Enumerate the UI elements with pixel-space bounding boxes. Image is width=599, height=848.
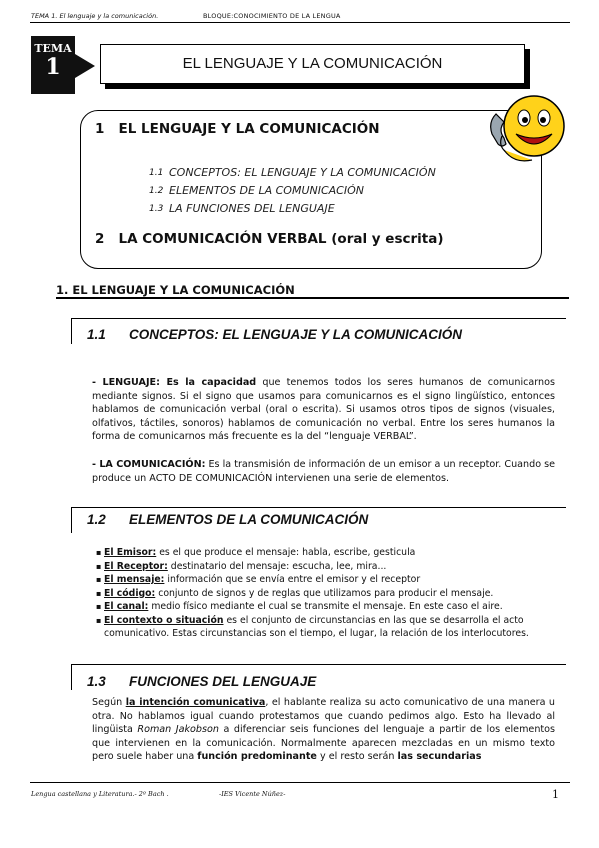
lenguaje-text: que tenemos todos los seres humanos de comunicarnos mediante signos. Si el signo que usamos para comunicarnos es el signo lingüístico, entonces hablamos de comunicación verbal (oral o escrita). Si usamos otros tipos de signos (visuales, olfativos, táctiles, sonoros) hablamos de comunicación no verbal. Entre los seres humanos la forma de comunicarnos más frecuente es la del “lenguaje VERBAL”. (92, 377, 555, 442)
page-title: EL LENGUAJE Y LA COMUNICACIÓN (100, 44, 525, 84)
list-item (96, 600, 556, 614)
funciones-text-b: , el hablante realiza su acto comunicativo de una manera u otra. No hablamos igual cuando protestamos que cuando pedimos algo. Esto ha llevado al lingüista (92, 697, 556, 735)
list-item (96, 587, 556, 601)
comunicacion-lead: - LA COMUNICACIÓN: (92, 459, 206, 470)
paragraph-funciones (92, 696, 555, 764)
paragraph-comunicacion (92, 458, 555, 485)
index-sub-1-number: 1.1 (149, 168, 164, 178)
section-heading-1: 1. EL LENGUAJE Y LA COMUNICACIÓN (56, 283, 295, 297)
running-header-center: BLOQUE:CONOCIMIENTO DE LA LENGUA (203, 12, 341, 20)
footer-left: Lengua castellana y Literatura.- 2º Bach . (31, 790, 169, 798)
index-sub-2-number: 1.2 (149, 186, 164, 196)
subsection-1-3-number: 1.3 (87, 674, 106, 689)
list-item-term: El Emisor: (104, 547, 157, 558)
tema-badge (31, 36, 75, 94)
index-sub-2: ELEMENTOS DE LA COMUNICACIÓN (169, 184, 364, 197)
index-h2 (95, 231, 444, 247)
funciones-text-d: y el resto serán (316, 751, 398, 762)
page-number: 1 (552, 788, 559, 801)
list-item-term: El mensaje: (104, 574, 165, 585)
funciones-author: Roman Jakobson (137, 724, 219, 735)
footer-center: -IES Vicente Núñez- (219, 790, 286, 798)
index-sub-3-number: 1.3 (149, 204, 164, 214)
funciones-text-c: a diferenciar seis funciones del lenguaje a partir de los elementos que intervienen en la comunicación. Normalmente aparecen mezcladas en un mismo texto pero suele haber una (92, 724, 556, 762)
list-item (96, 573, 556, 587)
elements-list (96, 546, 556, 641)
running-header-left: TEMA 1. El lenguaje y la comunicación. (31, 12, 159, 20)
funciones-text-a: Según (92, 697, 126, 708)
index-h1-number: 1 (95, 121, 105, 137)
tema-number: 1 (45, 54, 61, 80)
list-item-term: El canal: (104, 601, 149, 612)
section-rule (56, 297, 569, 299)
index-h2-suffix: (oral y escrita) (331, 231, 444, 247)
index-h2-number: 2 (95, 231, 105, 247)
index-sub-3: LA FUNCIONES DEL LENGUAJE (169, 202, 335, 215)
subsection-1-3-title: FUNCIONES DEL LENGUAJE (129, 674, 317, 689)
subsection-1-2-number: 1.2 (87, 512, 106, 527)
footer-rule (30, 782, 570, 783)
index-h1 (95, 121, 380, 137)
arrow-right-icon (75, 54, 95, 78)
tema-label: TEMA (34, 42, 72, 55)
funciones-bold-1: función predominante (197, 751, 317, 762)
list-item-text: conjunto de signos y de reglas que utilizamos para producir el mensaje. (155, 587, 494, 599)
funciones-term: la intención comunicativa (125, 697, 266, 708)
list-item-term: El Receptor: (104, 560, 168, 572)
subsection-1-2-title: ELEMENTOS DE LA COMUNICACIÓN (129, 512, 369, 527)
smiley-phone-icon (484, 84, 574, 174)
funciones-bold-2: las secundarias (397, 751, 482, 762)
index-h2-text: LA COMUNICACIÓN VERBAL (118, 231, 327, 247)
list-item-text: destinatario del mensaje: escucha, lee, mira... (167, 560, 387, 572)
list-item (96, 546, 556, 560)
list-item (96, 614, 556, 641)
list-item-text: es el que produce el mensaje: habla, escribe, gesticula (156, 547, 416, 558)
index-sub-1: CONCEPTOS: EL LENGUAJE Y LA COMUNICACIÓN (169, 166, 436, 179)
index-box (80, 110, 542, 269)
header-rule (30, 22, 570, 23)
list-item-term: El código: (104, 587, 156, 599)
lenguaje-lead: - LENGUAJE: Es la capacidad (92, 377, 257, 388)
list-item-term: El contexto o situación (104, 614, 224, 626)
index-h1-text: EL LENGUAJE Y LA COMUNICACIÓN (118, 121, 380, 137)
list-item-text: medio físico mediante el cual se transmite el mensaje. En este caso el aire. (148, 601, 503, 612)
list-item-text: es el conjunto de circunstancias en las que se desarrolla el acto comunicativo. Estas circunstancias son el tiempo, el lugar, la relación de los interlocutores. (104, 614, 529, 639)
list-item (96, 560, 556, 574)
comunicacion-text: Es la transmisión de información de un emisor a un receptor. Cuando se produce un ACTO DE COMUNICACIÓN intervienen una serie de elementos. (92, 459, 556, 484)
subsection-1-1-number: 1.1 (87, 327, 106, 342)
paragraph-lenguaje (92, 376, 555, 444)
list-item-text: información que se envía entre el emisor y el receptor (164, 574, 421, 585)
subsection-1-1-title: CONCEPTOS: EL LENGUAJE Y LA COMUNICACIÓN (129, 327, 463, 342)
